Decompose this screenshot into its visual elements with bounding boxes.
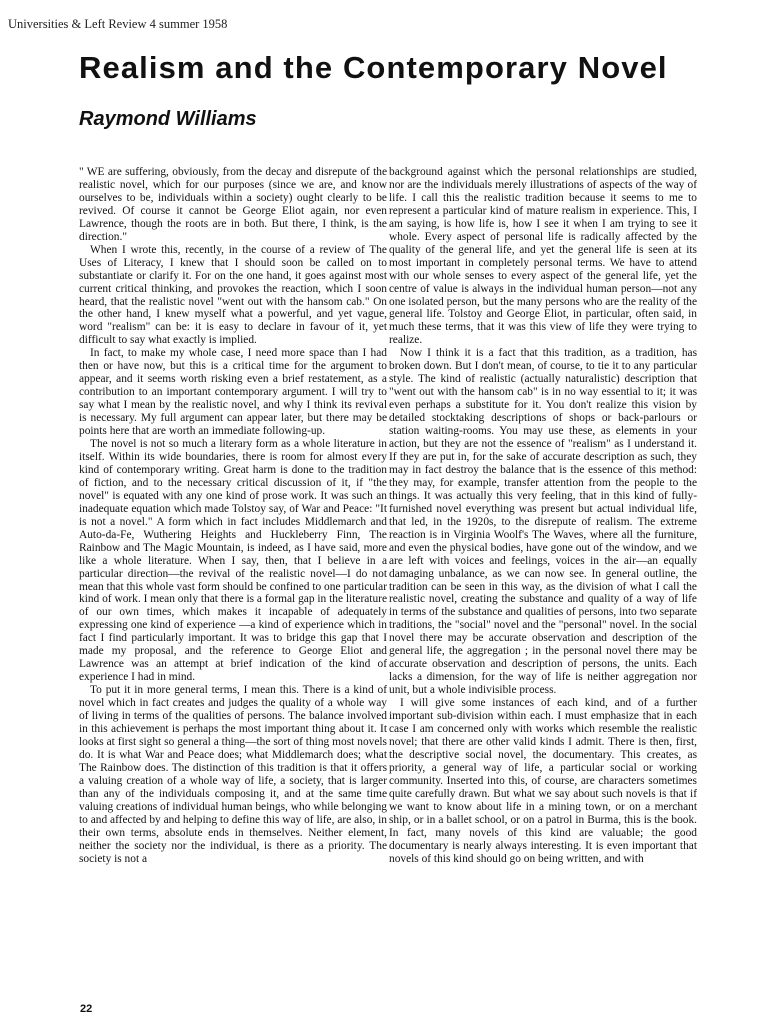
right-column	[389, 166, 697, 1011]
paragraph: I will give some instances of each kind, and of a further important sub-division within each. I must emphasize that in each case I am concerned only with works which resemble the realistic novel; that there are other valid kinds I admit. There is then, first, the descriptive social novel, the documentary. This creates, as priority, a general way of life, a particular social or working community. Inserted into this, of course, are characters sometimes quite carefully drawn. But what we say about such novels is that if we want to know about life in a mining town, or on a merchant ship, or in a ballet school, or on a patrol in Burma, this is the book. In fact, many novels of this kind are valuable; the good documentary is nearly always interesting. It is even important that novels of this kind should go on being written, and with	[389, 697, 697, 865]
article-title: Realism and the Contemporary Novel	[79, 50, 668, 85]
paragraph: When I wrote this, recently, in the course of a review of The Uses of Literacy, I knew that I should soon be called on to substantiate or clarify it. For on the one hand, it goes against most current critical thinking, and provokes the reaction, which I soon heard, that the realistic novel "went out with the hansom cab." On the other hand, I knew myself what a powerful, and yet vague, word "realism" can be: it is easy to declare in favour of it, yet difficult to say what exactly is implied.	[79, 243, 387, 347]
article-author: Raymond Williams	[79, 108, 257, 130]
paragraph-opening-quote: " WE are suffering, obviously, from the decay and disrepute of the realistic novel, which for our purposes (since we are, and know ourselves to be, individuals within a society) ought clearly to be revived. Of course it cannot be George Eliot again, nor even Lawrence, though the roots are in both. But there, I think, is the direction."	[79, 166, 387, 243]
paragraph: In fact, to make my whole case, I need more space than I had then or have now, but this is a critical time for the argument to appear, and it seems worth risking even a brief restatement, as a contribution to an important contemporary argument. I will try to say what I mean by the realistic novel, and why I think its revival is necessary. My full argument can appear later, but there may be points here that are worth an immediate following-up.	[79, 347, 387, 438]
paragraph: Now I think it is a fact that this tradition, as a tradition, has broken down. But I don't mean, of course, to tie it to any particular style. The kind of realistic (actually naturalistic) description that "went out with the hansom cab" is in no way essential to it; it was even perhaps a substitute for it. You don't realize this vision by detailed stocktaking descriptions of shops or back-parlours or station waiting-rooms. You may use these, as elements in your action, but they are not the essence of "realism" as I understand it. If they are put in, for the sake of accurate description as such, they may in fact destroy the balance that is the essence of this method: they may, for example, transfer attention from the people to the things. It was actually this very feeling, that in this kind of fully-furnished novel everything was present but actual individual life, that led, in the 1920s, to the disrepute of realism. The extreme reaction is in Virginia Woolf's The Waves, where all the furniture, and even the physical bodies, have gone out of the window, and we are left with voices and feelings, voices in the air—an equally damaging unbalance, as we can now see. In general outline, the tradition can be seen in this way, as the division of what I call the realistic novel, creating the substance and quality of a way of life in terms of the substance and qualities of persons, into two separate traditions, the "social" novel and the "personal" novel. In the social novel there may be accurate observation and description of the general life, the aggregation ; in the personal novel there may be accurate observation and description of persons, the units. Each lacks a dimension, for the way of life is neither aggregation nor unit, but a whole indivisible process.	[389, 347, 697, 697]
page-number: 22	[80, 1003, 93, 1015]
paragraph-continued: background against which the personal relationships are studied, nor are the individuals merely illustrations of aspects of the way of life. I call this the realistic tradition because it seems to me to represent a particular kind of mature realism in experience. This, I am saying, is how life is, how I see it when I am trying to see it whole. Every aspect of personal life is radically affected by the quality of the general life, and yet the general life is seen at its most important in completely personal terms. We have to attend with our whole senses to every aspect of the general life, yet the centre of value is always in the individual human person—not any one isolated person, but the many persons who are the reality of the general life. Tolstoy and George Eliot, in particular, often said, in much these terms, that it was this view of life they were trying to realize.	[389, 166, 697, 347]
left-column	[79, 166, 387, 1011]
paragraph: The novel is not so much a literary form as a whole literature in itself. Within its wide boundaries, there is room for almost every kind of contemporary writing. Great harm is done to the tradition of fiction, and to the necessary critical discussion of it, if "the novel" is equated with any one kind of prose work. It was such an inadequate equation which made Tolstoy say, of War and Peace: "It is not a novel." A form which in fact includes Middlemarch and Auto-da-Fe, Wuthering Heights and Huckleberry Finn, The Rainbow and The Magic Mountain, is indeed, as I have said, more like a whole literature. When I say, then, that I believe in a particular direction—the revival of the realistic novel—I do not mean that this whole vast form should be confined to one particular kind of work. I mean only that there is a formal gap in the literature of our own times, which makes it incapable of adequately expressing one kind of experience —a kind of experience which in fact I find particularly important. It was to bridge this gap that I made my proposal, and the reference to George Eliot and Lawrence was an attempt at brief indication of the kind of experience I had in mind.	[79, 438, 387, 684]
journal-header: Universities & Left Review 4 summer 1958	[8, 17, 228, 31]
paragraph: To put it in more general terms, I mean this. There is a kind of novel which in fact creates and judges the quality of a whole way of living in terms of the qualities of persons. The balance involved in this achievement is perhaps the most important thing about it. It looks at first sight so general a thing—the sort of thing most novels do. It is what War and Peace does; what Middlemarch does; what The Rainbow does. The distinction of this tradition is that it offers a valuing creation of a whole way of life, a society, that is larger than any of the individuals composing it, and at the same time valuing creations of individual human beings, who while belonging to and affected by and helping to define this way of life, are also, in their own terms, absolute ends in themselves. Neither element, neither the society nor the individual, is there as a priority. The society is not a	[79, 684, 387, 865]
